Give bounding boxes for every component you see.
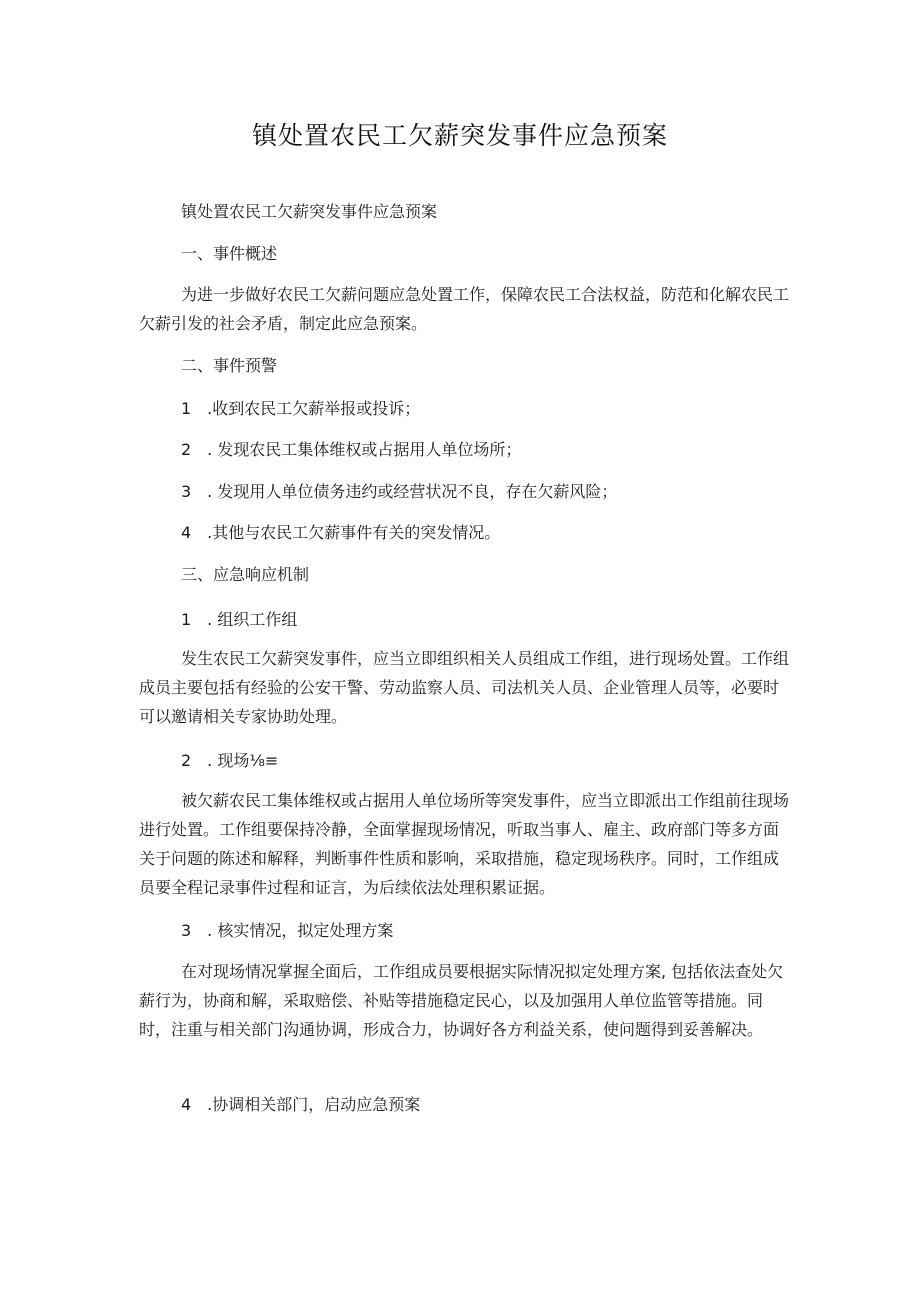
onsite-paragraph: 被欠薪农民工集体维权或占据用人单位场所等突发事件，应当立即派出工作组前往现场进行处置。工作组要保持冷静，全面掌握现场情况，听取当事人、雇主、政府部门等多方面关于问题的陈述和解释，判断事件性质和影响，采取措施，稳定现场秩序。同时，工作组成员要全程记录事件过程和证言，为后续依法处理积累证据。	[139, 791, 790, 897]
warning-item: 4 .其他与农民工欠薪事件有关的突发情况。	[181, 523, 501, 542]
section-heading-warning: 二、事件预警	[181, 356, 278, 375]
verify-paragraph: 在对现场情况掌握全面后，工作组成员要根据实际情况拟定处理方案, 包括依法查处欠薪行为，协商和解，采取赔偿、补贴等措施稳定民心，以及加强用人单位监管等措施。同时，注重与相关部门沟通协调，形成合力，协调好各方利益关系，使问题得到妥善解决。	[139, 962, 784, 1039]
overview-paragraph: 为进一步做好农民工欠薪问题应急处置工作，保障农民工合法权益，防范和化解农民工欠薪引发的社会矛盾，制定此应急预案。	[139, 285, 790, 333]
warning-item: 1 .收到农民工欠薪举报或投诉；	[181, 399, 421, 418]
section-heading-overview: 一、事件概述	[181, 244, 278, 263]
section-heading-response: 三、应急响应机制	[181, 565, 310, 584]
document-subtitle: 镇处置农民工欠薪突发事件应急预案	[181, 202, 438, 221]
subsection-heading-verify: 3 . 核实情况，拟定处理方案	[181, 921, 394, 940]
document-title: 镇处置农民工欠薪突发事件应急预案	[251, 121, 668, 150]
subsection-heading-coordinate: 4 .协调相关部门，启动应急预案	[181, 1095, 421, 1114]
warning-item: 2 . 发现农民工集体维权或占据用人单位场所；	[181, 440, 522, 459]
subsection-heading-onsite: 2 . 现场⅛≡	[181, 751, 279, 770]
warning-item: 3 . 发现用人单位债务违约或经营状况不良，存在欠薪风险；	[181, 482, 618, 501]
subsection-heading-team: 1 . 组织工作组	[181, 610, 298, 629]
team-paragraph: 发生农民工欠薪突发事件，应当立即组织相关人员组成工作组，进行现场处置。工作组成员主要包括有经验的公安干警、劳动监察人员、司法机关人员、企业管理人员等，必要时可以邀请相关专家协助处理。	[139, 649, 790, 726]
